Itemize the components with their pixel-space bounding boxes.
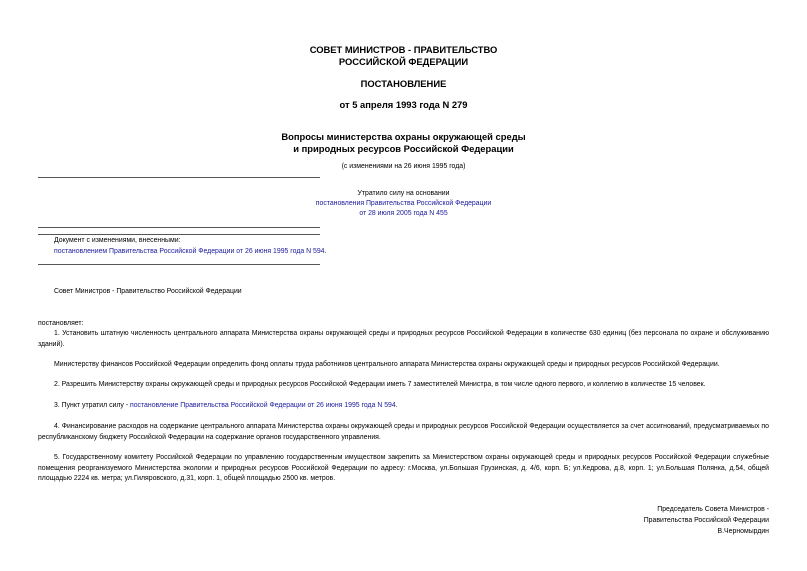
issuer: Совет Министров - Правительство Российской Федерации xyxy=(54,288,242,295)
paragraph-5: 5. Государственному комитету Российской Федерации по управлению государственным имуществом закрепить за Министерством охраны окружающей среды и природных ресурсов Российской Федерации служебные помещения реорганизуемого Министерства экологии и природных ресурсов Российской Федерации по адресу: г.Москва, ул.Большая Грузинская, д. 4/6, корп. Б; ул.Кедрова, д.8, корп. 1; ул.Большая Полянка, д.54, общей площадью 2224 кв. метра; ул.Гиляровского, д.31, корп. 1, общей площадью 2500 кв. метров. xyxy=(38,454,769,482)
paragraph-2: 2. Разрешить Министерству охраны окружающей среды и природных ресурсов Российской Федерации иметь 7 заместителей Министра, в том числе одного первого, и коллегию в количестве 15 человек. xyxy=(54,381,706,388)
header-line-2: РОССИЙСКОЙ ФЕДЕРАЦИИ xyxy=(338,56,469,67)
paragraph-3-link[interactable]: постановление Правительства Российской Федерации от 26 июня 1995 года N 594 xyxy=(129,402,396,409)
signature-name: В.Черномырдин xyxy=(717,528,769,535)
paragraph-1b: Министерству финансов Российской Федерации определить фонд оплаты труда работников центрального аппарата Министерства охраны окружающей среды и природных ресурсов Российской Федерации. xyxy=(54,361,720,368)
decree-word: постановляет: xyxy=(38,320,84,327)
signature-title-2: Правительства Российской Федерации xyxy=(643,517,769,524)
signature-title-1: Председатель Совета Министров - xyxy=(657,506,769,513)
paragraph-4: 4. Финансирование расходов на содержание центрального аппарата Министерства охраны окружающей среды и природных ресурсов Российской Федерации осуществляется за счет ассигнований, предусматриваемых по республиканскому бюджету Российской Федерации на содержание органов государственного управления. xyxy=(38,423,769,441)
document-title-line-1: Вопросы министерства охраны окружающей среды xyxy=(281,131,526,142)
divider xyxy=(38,234,320,235)
date-number: от 5 апреля 1993 года N 279 xyxy=(339,99,468,110)
paragraph-1: 1. Установить штатную численность центрального аппарата Министерства охраны окружающей среды и природных ресурсов Российской Федерации в количестве 630 единиц (без персонала по охране и обслуживанию зданий). xyxy=(38,330,769,348)
paragraph-3 xyxy=(38,401,769,412)
divider xyxy=(38,227,320,228)
amendments-suffix: . xyxy=(324,248,327,255)
divider xyxy=(38,264,320,265)
document-title-line-2: и природных ресурсов Российской Федерации xyxy=(293,143,514,154)
header-line-1: СОВЕТ МИНИСТРОВ - ПРАВИТЕЛЬСТВО xyxy=(309,44,498,55)
paragraph-3-suffix: . xyxy=(395,402,398,409)
divider xyxy=(38,177,320,178)
paragraph-3-prefix: 3. Пункт утратил силу - xyxy=(54,402,130,409)
changes-note: (с изменениями на 26 июня 1995 года) xyxy=(341,163,466,170)
invalid-notice: Утратило силу на основании xyxy=(357,190,450,197)
invalid-notice-link-2[interactable]: от 28 июля 2005 года N 455 xyxy=(359,210,448,217)
amendments-label: Документ с изменениями, внесенными: xyxy=(54,237,181,244)
invalid-notice-link-1[interactable]: постановления Правительства Российской Федерации xyxy=(315,200,492,207)
amendments-link[interactable]: постановлением Правительства Российской Федерации от 26 июня 1995 года N 594 xyxy=(54,248,325,255)
document-type: ПОСТАНОВЛЕНИЕ xyxy=(360,78,447,89)
amendments-line xyxy=(54,247,554,258)
